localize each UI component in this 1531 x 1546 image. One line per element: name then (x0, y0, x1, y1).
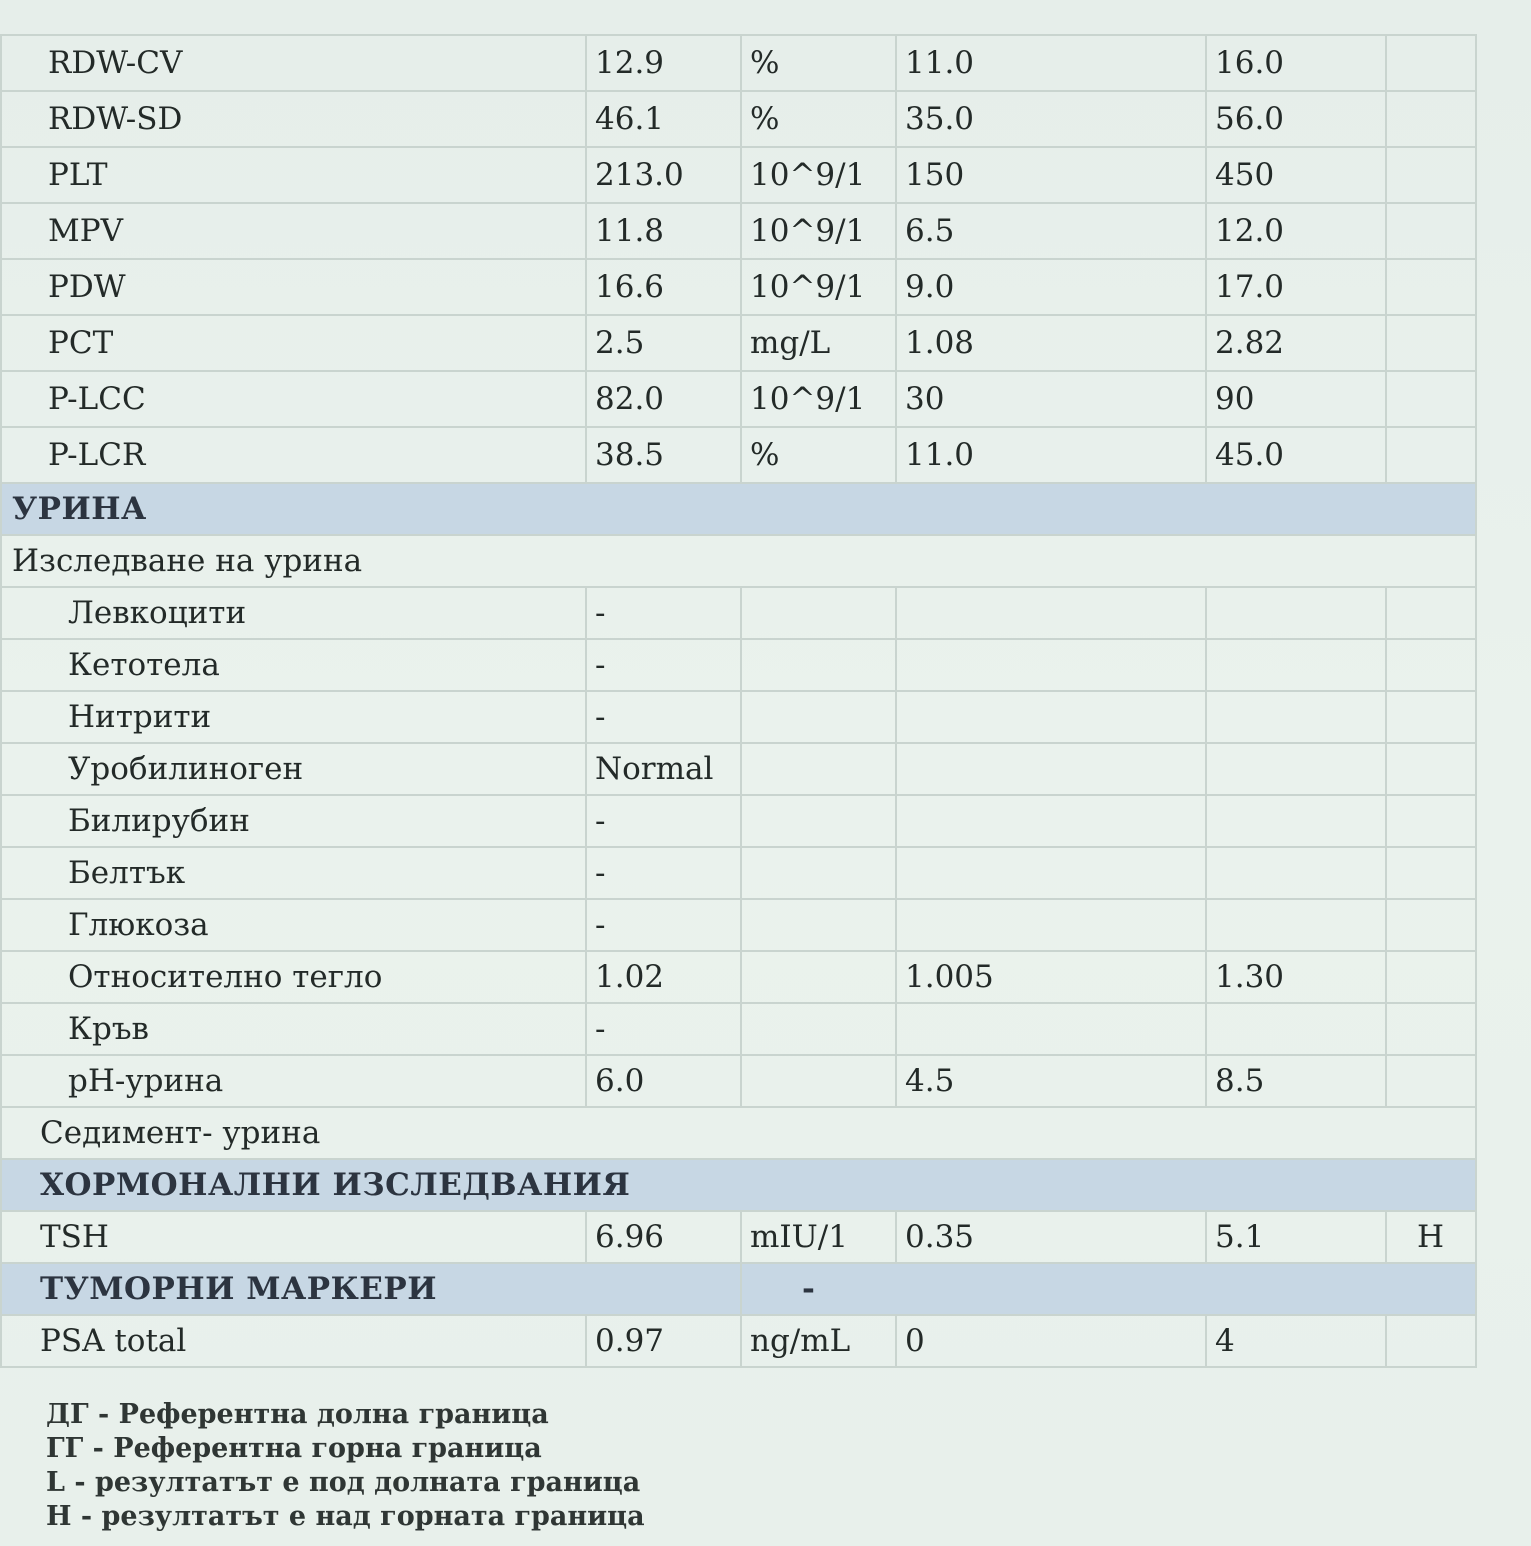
ref-low (896, 691, 1206, 743)
test-value: 16.6 (586, 259, 741, 315)
table-row (1, 315, 1476, 371)
flag-cell (1386, 1055, 1476, 1107)
table-row (1, 795, 1476, 847)
test-value: - (586, 795, 741, 847)
table-row (1, 259, 1476, 315)
flag-cell (1386, 203, 1476, 259)
ref-low: 4.5 (896, 1055, 1206, 1107)
ref-low: 9.0 (896, 259, 1206, 315)
test-unit: % (741, 91, 896, 147)
flag-cell (1386, 899, 1476, 951)
test-name: TSH (1, 1211, 586, 1263)
test-name: Уробилиноген (1, 743, 586, 795)
subsection-title: Изследване на урина (1, 535, 1476, 587)
section-title: ТУМОРНИ МАРКЕРИ (1, 1263, 741, 1315)
flag-cell (1386, 147, 1476, 203)
section-header-hormones (1, 1159, 1476, 1211)
test-unit (741, 795, 896, 847)
section-header-urine (1, 483, 1476, 535)
flag-cell (1386, 847, 1476, 899)
ref-high (1206, 743, 1386, 795)
ref-low: 11.0 (896, 35, 1206, 91)
table-row (1, 91, 1476, 147)
subsection-header-sediment (1, 1107, 1476, 1159)
test-value: 12.9 (586, 35, 741, 91)
test-value: - (586, 1003, 741, 1055)
test-value: 2.5 (586, 315, 741, 371)
result-flag: H (1386, 1211, 1476, 1263)
table-row (1, 847, 1476, 899)
test-name: PSA total (1, 1315, 586, 1367)
ref-low: 150 (896, 147, 1206, 203)
test-name: Кетотела (1, 639, 586, 691)
test-unit: mg/L (741, 315, 896, 371)
ref-high: 1.30 (1206, 951, 1386, 1003)
section-mark: - (741, 1263, 1476, 1315)
subsection-header-urinalysis (1, 535, 1476, 587)
test-unit: % (741, 427, 896, 483)
test-unit: 10^9/1 (741, 203, 896, 259)
ref-low: 0.35 (896, 1211, 1206, 1263)
test-unit (741, 1055, 896, 1107)
test-unit (741, 743, 896, 795)
table-row (1, 35, 1476, 91)
ref-high: 8.5 (1206, 1055, 1386, 1107)
test-value: 213.0 (586, 147, 741, 203)
ref-high: 2.82 (1206, 315, 1386, 371)
test-unit (741, 899, 896, 951)
table-row (1, 587, 1476, 639)
table-row (1, 899, 1476, 951)
flag-cell (1386, 587, 1476, 639)
flag-cell (1386, 427, 1476, 483)
test-name: RDW-CV (1, 35, 586, 91)
ref-high (1206, 587, 1386, 639)
flag-cell (1386, 91, 1476, 147)
test-unit: ng/mL (741, 1315, 896, 1367)
ref-low: 35.0 (896, 91, 1206, 147)
ref-low (896, 587, 1206, 639)
test-unit: 10^9/1 (741, 371, 896, 427)
test-name: P-LCC (1, 371, 586, 427)
ref-high: 12.0 (1206, 203, 1386, 259)
test-name: Кръв (1, 1003, 586, 1055)
test-unit: % (741, 35, 896, 91)
test-value: 6.0 (586, 1055, 741, 1107)
flag-cell (1386, 371, 1476, 427)
test-name: PLT (1, 147, 586, 203)
test-unit (741, 639, 896, 691)
ref-high: 56.0 (1206, 91, 1386, 147)
table-row (1, 1211, 1476, 1263)
test-unit (741, 1003, 896, 1055)
test-name: pH-урина (1, 1055, 586, 1107)
ref-low (896, 1003, 1206, 1055)
test-unit (741, 691, 896, 743)
test-value: 0.97 (586, 1315, 741, 1367)
test-unit (741, 951, 896, 1003)
flag-cell (1386, 315, 1476, 371)
test-value: - (586, 639, 741, 691)
ref-low (896, 847, 1206, 899)
test-name: PDW (1, 259, 586, 315)
table-row (1, 639, 1476, 691)
flag-cell (1386, 951, 1476, 1003)
test-name: Белтък (1, 847, 586, 899)
legend-item: L - резултатът е под долната граница (46, 1467, 641, 1498)
flag-cell (1386, 691, 1476, 743)
flag-cell (1386, 1003, 1476, 1055)
table-row (1, 147, 1476, 203)
test-value: 82.0 (586, 371, 741, 427)
flag-cell (1386, 639, 1476, 691)
lab-results-table (0, 34, 1477, 1368)
test-unit (741, 587, 896, 639)
ref-high (1206, 899, 1386, 951)
table-row (1, 691, 1476, 743)
test-value: 11.8 (586, 203, 741, 259)
table-row (1, 1003, 1476, 1055)
ref-high: 450 (1206, 147, 1386, 203)
table-row (1, 743, 1476, 795)
ref-low: 30 (896, 371, 1206, 427)
test-value: 46.1 (586, 91, 741, 147)
test-value: - (586, 847, 741, 899)
ref-high: 16.0 (1206, 35, 1386, 91)
test-value: - (586, 691, 741, 743)
flag-cell (1386, 259, 1476, 315)
test-unit: 10^9/1 (741, 147, 896, 203)
ref-high (1206, 795, 1386, 847)
test-value: - (586, 899, 741, 951)
ref-low (896, 743, 1206, 795)
flag-cell (1386, 35, 1476, 91)
test-value: 38.5 (586, 427, 741, 483)
section-title: УРИНА (1, 483, 1476, 535)
ref-high: 90 (1206, 371, 1386, 427)
test-unit: mIU/1 (741, 1211, 896, 1263)
ref-low (896, 899, 1206, 951)
ref-high (1206, 847, 1386, 899)
test-unit: 10^9/1 (741, 259, 896, 315)
ref-low: 1.08 (896, 315, 1206, 371)
test-name: Глюкоза (1, 899, 586, 951)
ref-low (896, 639, 1206, 691)
section-title: ХОРМОНАЛНИ ИЗСЛЕДВАНИЯ (1, 1159, 1476, 1211)
legend-item: ДГ - Референтна долна граница (46, 1399, 549, 1430)
ref-low (896, 795, 1206, 847)
test-value: 1.02 (586, 951, 741, 1003)
ref-high: 4 (1206, 1315, 1386, 1367)
legend (46, 1398, 645, 1534)
table-row (1, 203, 1476, 259)
ref-high (1206, 691, 1386, 743)
flag-cell (1386, 743, 1476, 795)
legend-item: ГГ - Референтна горна граница (46, 1433, 542, 1464)
test-name: Относително тегло (1, 951, 586, 1003)
table-row (1, 1055, 1476, 1107)
test-name: Нитрити (1, 691, 586, 743)
ref-high (1206, 1003, 1386, 1055)
test-name: MPV (1, 203, 586, 259)
ref-high: 5.1 (1206, 1211, 1386, 1263)
ref-low: 11.0 (896, 427, 1206, 483)
ref-low: 0 (896, 1315, 1206, 1367)
table-row (1, 951, 1476, 1003)
test-value: - (586, 587, 741, 639)
ref-high (1206, 639, 1386, 691)
table-row (1, 371, 1476, 427)
flag-cell (1386, 795, 1476, 847)
ref-low: 1.005 (896, 951, 1206, 1003)
test-value: Normal (586, 743, 741, 795)
result-flag (1386, 1315, 1476, 1367)
ref-high: 45.0 (1206, 427, 1386, 483)
section-header-tumor-markers (1, 1263, 1476, 1315)
subsection-title: Седимент- урина (1, 1107, 1476, 1159)
test-unit (741, 847, 896, 899)
test-name: RDW-SD (1, 91, 586, 147)
table-row (1, 427, 1476, 483)
test-value: 6.96 (586, 1211, 741, 1263)
table-row (1, 1315, 1476, 1367)
test-name: Левкоцити (1, 587, 586, 639)
ref-high: 17.0 (1206, 259, 1386, 315)
legend-item: H - резултатът е над горната граница (46, 1501, 645, 1532)
test-name: PCT (1, 315, 586, 371)
ref-low: 6.5 (896, 203, 1206, 259)
test-name: Билирубин (1, 795, 586, 847)
test-name: P-LCR (1, 427, 586, 483)
